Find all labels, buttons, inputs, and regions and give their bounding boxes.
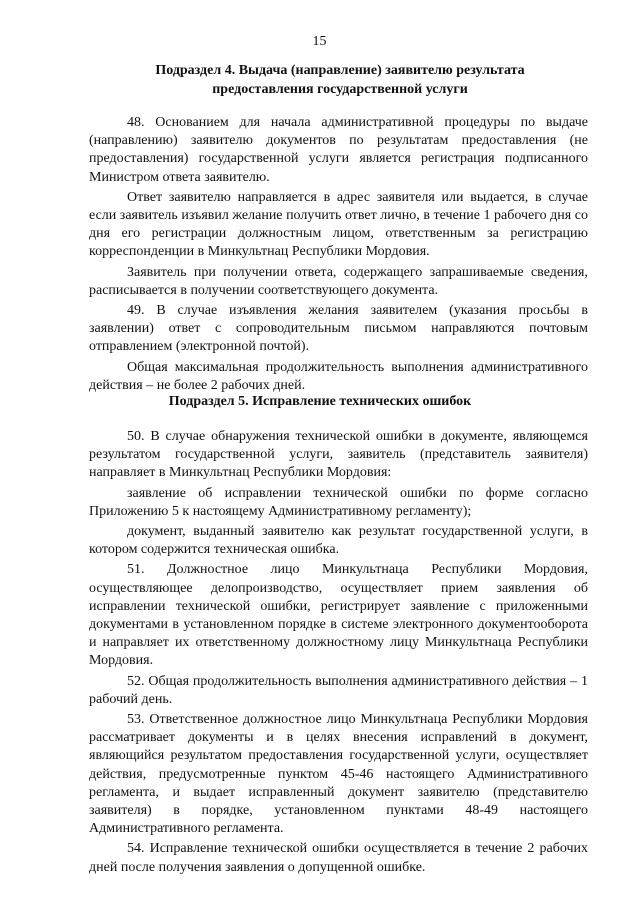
paragraph-48: 48. Основанием для начала административной процедуры по выдаче (направлению) заявителю документов по результатам предоставления (не предоставления) государственной услуги является регистрация подписанного Министром ответа заявителю.	[89, 115, 588, 185]
paragraph-50: 50. В случае обнаружения технической ошибки в документе, являющемся результатом государственной услуги, заявитель (представитель заявителя) направляет в Минкультнац Республики Мордовия:	[89, 429, 588, 481]
paragraph-54: 54. Исправление технической ошибки осуществляется в течение 2 рабочих дней после получения заявления о допущенной ошибке.	[89, 841, 588, 875]
paragraph-49: 49. В случае изъявления желания заявителем (указания просьбы в заявлении) ответ с сопроводительным письмом направляются почтовым отправлением (электронной почтой).	[89, 303, 588, 355]
paragraph-53: 53. Ответственное должностное лицо Минкультнаца Республики Мордовия рассматривает документы и в целях внесения исправлений в документ, являющийся результатом предоставления государственной услуги, осуществляет действия, предусмотренные пунктом 45-46 настоящего Административного регламента, и выдает исправленный документ заявителю (представителю заявителя) в порядке, установленном пунктами 48-49 настоящего Административного регламента.	[89, 712, 588, 837]
paragraph-correction-request: заявление об исправлении технической ошибки по форме согласно Приложению 5 к настоящему Административному регламенту);	[89, 485, 588, 519]
paragraph-response-delivery: Ответ заявителю направляется в адрес заявителя или выдается, в случае если заявитель изъявил желание получить ответ лично, в течение 1 рабочего дня со дня его регистрации должностным лицом, ответственным за регистрацию корреспонденции в Минкультнац Республики Мордовия.	[89, 189, 588, 260]
section4-title	[120, 62, 560, 99]
page-number: 15	[312, 34, 327, 49]
paragraph-applicant-signature: Заявитель при получении ответа, содержащего запрашиваемые сведения, расписывается в получении соответствующего документа.	[89, 264, 588, 298]
section4-title-line2: предоставления государственной услуги	[212, 81, 468, 97]
section4-title-line1: Подраздел 4. Выдача (направление) заявителю результата	[155, 63, 525, 78]
paragraph-issued-document: документ, выданный заявителю как результат государственной услуги, в котором содержится техническая ошибка.	[89, 524, 588, 558]
paragraph-52: 52. Общая продолжительность выполнения административного действия – 1 рабочий день.	[89, 673, 588, 707]
section5-title: Подраздел 5. Исправление технических ошибок	[168, 394, 472, 409]
section4-body	[89, 114, 588, 397]
section5-body	[89, 428, 588, 879]
paragraph-51: 51. Должностное лицо Минкультнаца Республики Мордовия, осуществляющее делопроизводство, осуществляет прием заявления об исправлении технической ошибки, регистрирует заявление с приложенными документами в установленном порядке в системе электронного документооборота и направляет их ответственному должностному лицу Минкультнаца Республики Мордовия.	[89, 562, 588, 669]
paragraph-duration-2-days: Общая максимальная продолжительность выполнения административного действия – не более 2 рабочих дней.	[89, 359, 588, 393]
